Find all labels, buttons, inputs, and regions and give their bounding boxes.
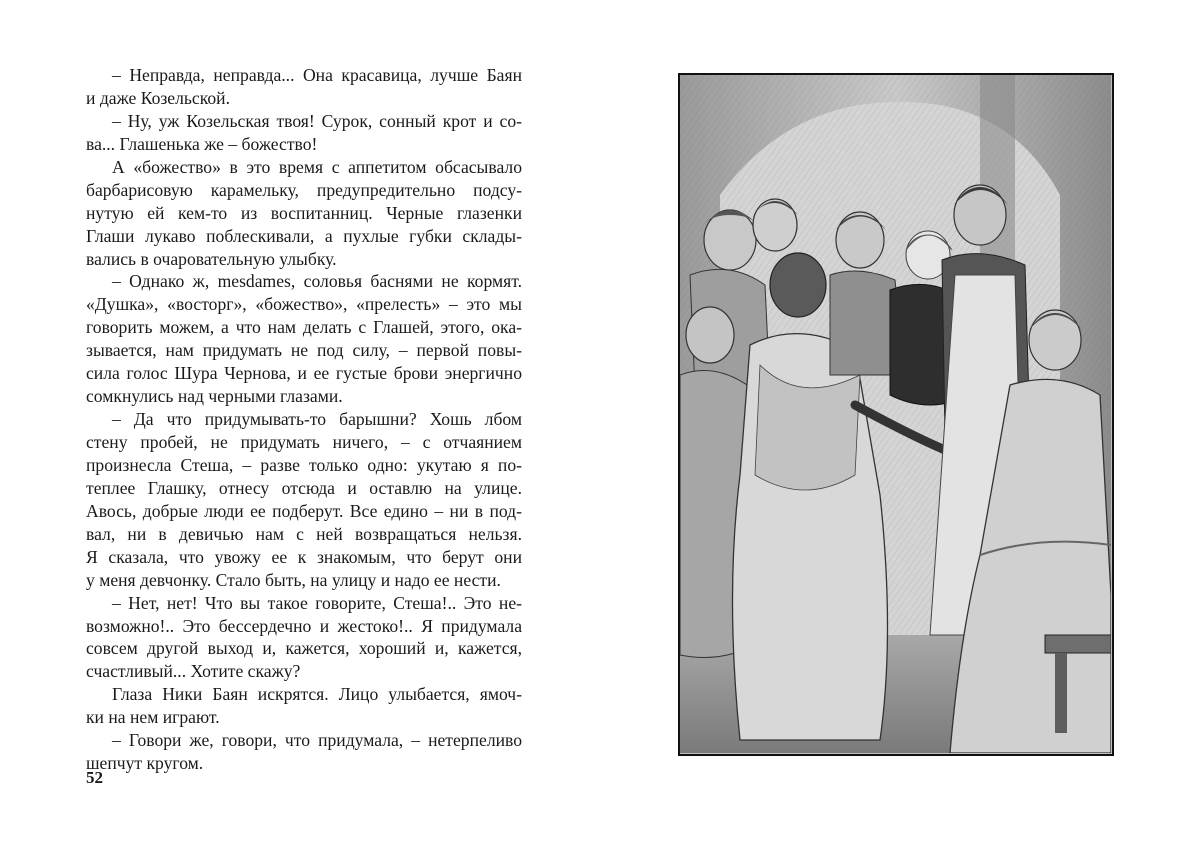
- text-line: – Однако ж, mesdames, соловья баснями не кормят.: [112, 271, 522, 292]
- text-line: вал, ни в девичью нам с ней возвращаться нельзя.: [86, 523, 522, 544]
- text-line: – Неправда, неправда... Она красавица, лучше Баян: [112, 65, 522, 85]
- text-line: – Да что придумывать-то барышни? Хошь лбом: [112, 409, 522, 430]
- engraving-svg: [680, 75, 1111, 753]
- text-line: и даже Козельской.: [86, 87, 230, 108]
- text-line: барбарисовую карамельку, предупредительно подсу-: [86, 179, 522, 200]
- text-line: ва... Глашенька же – божество!: [86, 133, 318, 154]
- text-line: возможно!.. Это бессердечно и жестоко!.. Я придумала: [86, 615, 522, 636]
- text-line: Авось, добрые люди ее подберут. Все едино – ни в под-: [86, 500, 522, 521]
- text-line: – Нет, нет! Что вы такое говорите, Стеша!.. Это не-: [112, 592, 522, 613]
- text-line: сомкнулись над черными глазами.: [86, 386, 343, 407]
- text-line: Глаза Ники Баян искрятся. Лицо улыбается, ямоч-: [112, 684, 522, 705]
- text-line: сила голос Шура Чернова, и ее густые брови энергично: [86, 363, 522, 384]
- text-line: стену пробей, не придумать ничего, – с отчаянием: [86, 432, 522, 452]
- text-line: у меня девчонку. Стало быть, на улицу и надо ее нести.: [86, 569, 501, 590]
- page-number: 52: [86, 768, 103, 787]
- text-line: произнесла Стеша, – разве только одно: укутаю я по-: [86, 454, 522, 475]
- text-line: шепчут кругом.: [86, 753, 204, 774]
- left-page-text: [86, 64, 522, 775]
- text-line: говорить можем, а что нам делать с Глашей, этого, ока-: [86, 317, 522, 338]
- text-line: счастливый... Хотите скажу?: [86, 661, 301, 682]
- text-line: Глаши лукаво поблескивали, а пухлые губки склады-: [86, 225, 522, 246]
- text-line: – Ну, уж Козельская твоя! Сурок, сонный крот и со-: [112, 110, 522, 131]
- text-line: совсем другой выход и, кажется, хороший и, кажется,: [86, 638, 522, 659]
- text-line: А «божество» в это время с аппетитом обсасывало: [112, 156, 522, 177]
- text-line: зывается, нам придумать не под силу, – первой повы-: [86, 340, 522, 361]
- bench: [1045, 635, 1111, 653]
- text-line: Я сказала, что увожу ее к знакомым, что берут они: [86, 546, 522, 567]
- text-line: ки на нем играют.: [86, 707, 220, 728]
- bench-leg: [1055, 653, 1067, 733]
- text-line: – Говори же, говори, что придумала, – нетерпеливо: [112, 730, 522, 751]
- text-line: нутую ей кем-то из воспитанниц. Черные глазенки: [86, 202, 522, 223]
- text-line: теплее Глашку, отнесу отсюда и оставлю на улице.: [86, 477, 522, 498]
- text-line: «Душка», «восторг», «божество», «прелесть» – это мы: [86, 294, 522, 315]
- engraving-illustration: [678, 73, 1114, 756]
- text-line: вались в очаровательную улыбку.: [86, 248, 337, 269]
